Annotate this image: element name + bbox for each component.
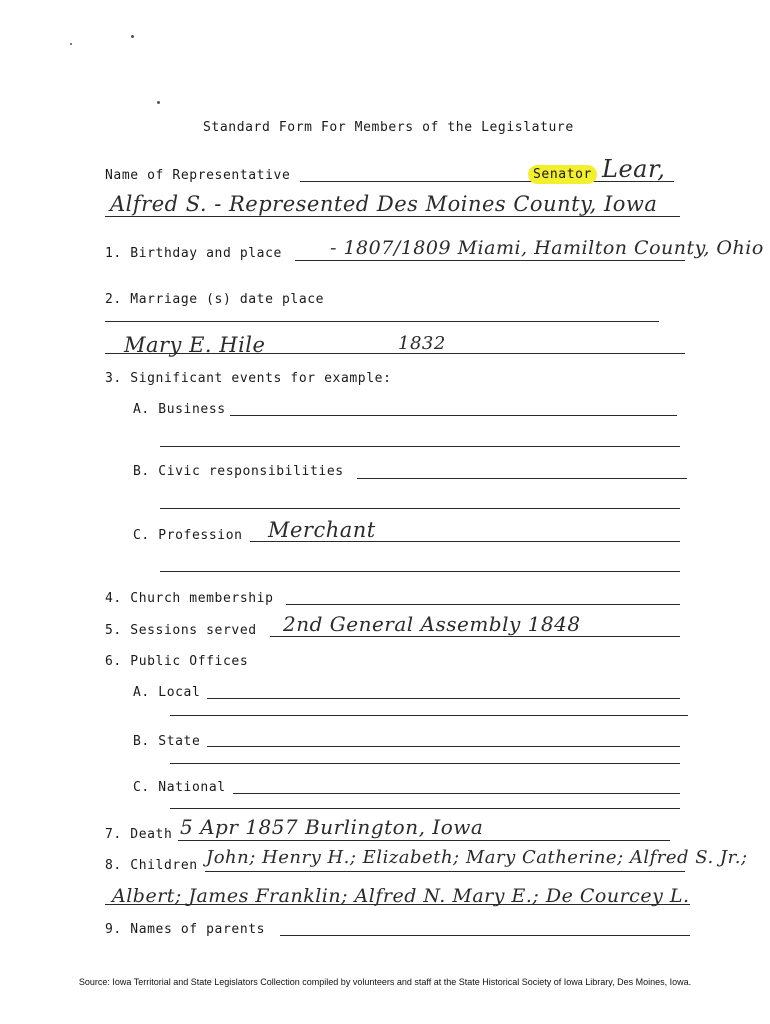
- q5-label: 5. Sessions served: [105, 623, 257, 638]
- scan-speck: [70, 43, 72, 45]
- q6a-line: [207, 698, 680, 699]
- q3c-value: Merchant: [268, 518, 376, 542]
- q8-line: [205, 871, 685, 872]
- q8-value-line1: John; Henry H.; Elizabeth; Mary Catherine; Alfred S. Jr.;: [206, 847, 748, 868]
- q3c-label: C. Profession: [133, 528, 243, 543]
- q2-value-year: 1832: [398, 333, 446, 354]
- q7-value: 5 Apr 1857 Burlington, Iowa: [180, 815, 484, 839]
- q3a-label: A. Business: [133, 402, 226, 417]
- q6b-line-2: [170, 763, 680, 764]
- q5-line: [270, 636, 680, 637]
- q5-value: 2nd General Assembly 1848: [283, 612, 581, 636]
- q8-line-2: [105, 904, 690, 905]
- q9-label: 9. Names of parents: [105, 922, 266, 937]
- q3a-line-2: [160, 446, 680, 447]
- q7-label: 7. Death: [105, 827, 173, 842]
- q8-label: 8. Children: [105, 858, 198, 873]
- name-line-2: [105, 216, 680, 217]
- scan-speck: [131, 35, 134, 38]
- q7-line: [178, 840, 670, 841]
- q2-line: [105, 321, 659, 322]
- q1-line: [295, 260, 685, 261]
- q6b-line: [207, 746, 680, 747]
- q6b-label: B. State: [133, 734, 201, 749]
- q3b-line-2: [160, 508, 680, 509]
- q8-value-line2: Albert; James Franklin; Alfred N. Mary E.; De Courcey L.: [112, 885, 690, 907]
- q9-line: [280, 935, 690, 936]
- q3-label: 3. Significant events for example:: [105, 371, 392, 386]
- q6a-line-2: [170, 715, 688, 716]
- q2-line-2: [105, 353, 685, 354]
- name-label: Name of Representative: [105, 168, 291, 183]
- q6-label: 6. Public Offices: [105, 654, 249, 669]
- q3a-line: [230, 415, 677, 416]
- q3b-label: B. Civic responsibilities: [133, 464, 344, 479]
- q2-value-name: Mary E. Hile: [124, 333, 266, 357]
- q4-line: [286, 604, 680, 605]
- form-title: Standard Form For Members of the Legislature: [203, 120, 574, 135]
- q1-label: 1. Birthday and place: [105, 246, 282, 261]
- q6c-label: C. National: [133, 780, 226, 795]
- q4-label: 4. Church membership: [105, 591, 274, 606]
- name-value-line2: Alfred S. - Represented Des Moines County, Iowa: [110, 192, 658, 216]
- q1-value: - 1807/1809 Miami, Hamilton County, Ohio: [330, 237, 764, 259]
- q3c-line-2: [160, 571, 680, 572]
- scan-speck: [157, 101, 160, 104]
- q6c-line-2: [170, 808, 680, 809]
- q2-label: 2. Marriage (s) date place: [105, 292, 325, 307]
- q6a-label: A. Local: [133, 685, 201, 700]
- q6c-line: [233, 793, 680, 794]
- name-value-surname: Lear,: [602, 155, 666, 183]
- source-footer: Source: Iowa Territorial and State Legislators Collection compiled by volunteers and staff at the State Historical Society of Iowa Library, Des Moines, Iowa.: [78, 977, 692, 987]
- q3b-line: [357, 478, 687, 479]
- senator-label: Senator: [528, 165, 597, 184]
